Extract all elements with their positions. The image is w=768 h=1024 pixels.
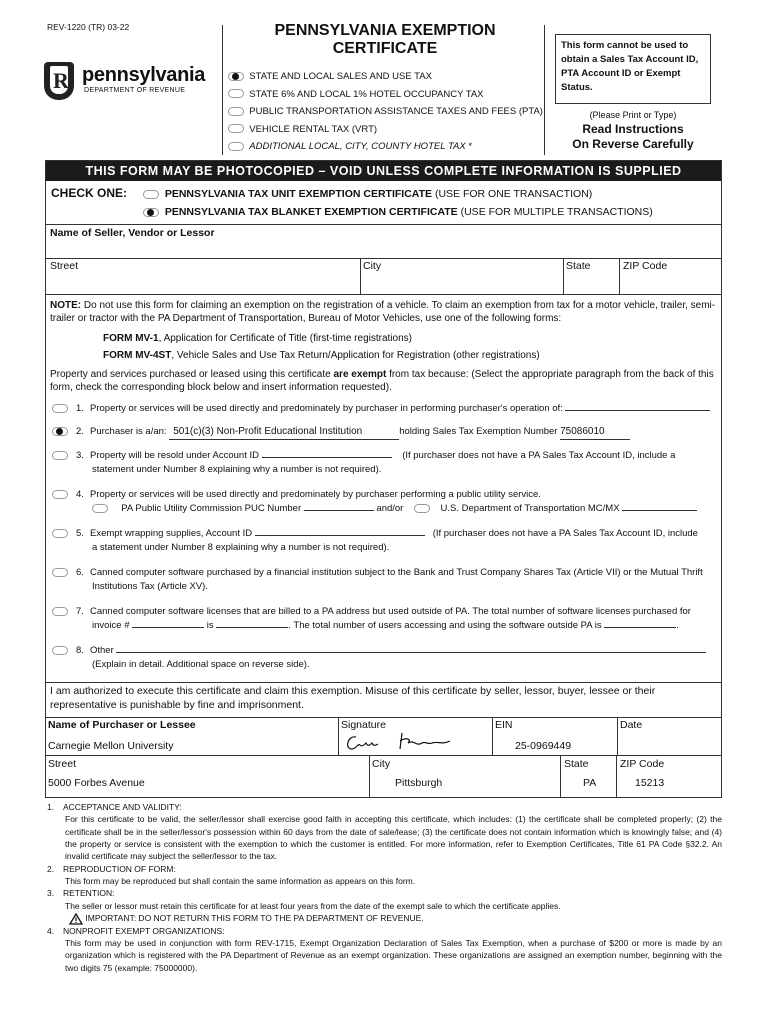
radio-unchecked[interactable] (228, 124, 244, 133)
seller-street-label: Street (50, 260, 79, 272)
purchaser-state-value[interactable]: PA (583, 777, 597, 789)
tax-option-vrt[interactable]: VEHICLE RENTAL TAX (VRT) (228, 121, 543, 139)
note-form-mv4st: FORM MV-4ST, Vehicle Sales and Use Tax Return/Application for Registration (other registrations) (103, 350, 540, 361)
radio-unchecked[interactable] (228, 107, 244, 116)
mcmx-field[interactable] (622, 510, 697, 511)
radio-checked[interactable] (52, 427, 68, 436)
radio-unchecked[interactable] (228, 89, 244, 98)
radio-unchecked[interactable] (414, 504, 430, 513)
tax-option-hotel[interactable]: STATE 6% AND LOCAL 1% HOTEL OCCUPANCY TAX (228, 86, 543, 104)
signature-image (342, 729, 462, 755)
exemption-item-6[interactable]: 6. Canned computer software purchased by a financial institution subject to the Bank and Trust Company Shares Tax (Article VII) or the Mutual Thrift Institutions Tax (Article XV). (52, 566, 716, 595)
radio-unchecked[interactable] (143, 190, 159, 199)
seller-name-label: Name of Seller, Vendor or Lessor (50, 227, 215, 239)
purchaser-type-field[interactable]: 501(c)(3) Non-Profit Educational Institution (169, 424, 399, 440)
tax-option-local-hotel[interactable]: ADDITIONAL LOCAL, CITY, COUNTY HOTEL TAX * (228, 138, 543, 156)
exemption-item-1[interactable]: 1. Property or services will be used directly and predominately by purchaser in performing purchaser's operation of: (52, 402, 716, 416)
radio-unchecked[interactable] (228, 142, 244, 151)
authorization-statement: I am authorized to execute this certificate and claim this exemption. Misuse of this certificate by seller, lessor, buyer, lessee or their representative is punishable by fine and imprisonment. (50, 685, 656, 711)
tax-option-pta[interactable]: PUBLIC TRANSPORTATION ASSISTANCE TAXES AND FEES (PTA) (228, 103, 543, 121)
exemption-item-7[interactable]: 7. Canned computer software licenses that are billed to a PA address but used outside of PA. The total number of software licenses purchased for invoice # is . The total number of users accessing and using the software outside PA is . (52, 605, 716, 634)
instruction-2: 2. REPRODUCTION OF FORM: This form may be reproduced but shall contain the same information as appears on this form. (47, 863, 416, 886)
check-one-label: CHECK ONE: (51, 186, 128, 200)
purchaser-zip-value[interactable]: 15213 (635, 777, 665, 789)
radio-unchecked[interactable] (52, 451, 68, 460)
logo-dept-name: DEPARTMENT OF REVENUE (84, 87, 186, 94)
print-note: (Please Print or Type) (589, 110, 677, 120)
page-title: PENNSYLVANIA EXEMPTION CERTIFICATE (274, 22, 496, 57)
exemption-item-3[interactable]: 3. Property will be resold under Account ID (If purchaser does not have a PA Sales Tax Account ID, include a statement under Number 8 explaining why a number is not required). (52, 449, 716, 478)
radio-unchecked[interactable] (52, 490, 68, 499)
date-label: Date (620, 719, 643, 731)
seller-state-label: State (566, 260, 591, 272)
note-form-mv1: FORM MV-1, Application for Certificate of Title (first-time registrations) (103, 333, 412, 344)
tax-type-list (228, 68, 543, 156)
radio-unchecked[interactable] (52, 568, 68, 577)
radio-checked[interactable] (143, 208, 159, 217)
notice-box: This form cannot be used to obtain a Sales Tax Account ID, PTA Account ID or Exempt Status. (555, 34, 711, 104)
users-field[interactable] (604, 627, 676, 628)
tax-option-sales[interactable]: STATE AND LOCAL SALES AND USE TAX (228, 68, 543, 86)
purchaser-state-label: State (564, 758, 589, 770)
radio-unchecked[interactable] (52, 404, 68, 413)
form-id: REV-1220 (TR) 03-22 (47, 22, 130, 32)
exemption-number-field[interactable]: 75086010 (560, 424, 630, 440)
ein-label: EIN (495, 719, 513, 731)
purchaser-name-label: Name of Purchaser or Lessee (48, 719, 196, 731)
seller-zip-label: ZIP Code (623, 260, 668, 272)
instruction-4: 4. NONPROFIT EXEMPT ORGANIZATIONS: This form may be used in conjunction with form REV-1715, Exempt Organization Declaration of Sales Tax Exemption, when a purchase of $200 or more is made by an organization which is registered with the PA Department of Revenue as an exempt organization. These organizations are assigned an exemption number, beginning with the two digits 75 (example: 75000000). (47, 925, 722, 973)
read-instructions: Read Instructions On Reverse Carefully (572, 122, 694, 151)
pa-keystone-logo: R (44, 62, 74, 100)
purchaser-name-value[interactable]: Carnegie Mellon University (48, 740, 174, 752)
invoice-field[interactable] (132, 627, 204, 628)
exemption-item-4[interactable]: 4. Property or services will be used directly and predominately by purchaser performing a public utility service. PA Public Utility Commission PUC Number and/or U.S. Department of Transportation MC/MX (52, 488, 716, 517)
purchaser-zip-label: ZIP Code (620, 758, 665, 770)
radio-unchecked[interactable] (52, 529, 68, 538)
purchaser-street-value[interactable]: 5000 Forbes Avenue (48, 777, 145, 789)
instructions-list (47, 801, 722, 974)
banner: THIS FORM MAY BE PHOTOCOPIED – VOID UNLESS COMPLETE INFORMATION IS SUPPLIED (46, 161, 721, 181)
exemption-item-2[interactable]: 2. Purchaser is a/an: 501(c)(3) Non-Profit Educational Institution holding Sales Tax Exemption Number 75086010 (52, 424, 716, 440)
operation-field[interactable] (565, 410, 710, 411)
seller-city-label: City (363, 260, 382, 272)
exemption-item-5[interactable]: 5. Exempt wrapping supplies, Account ID (If purchaser does not have a PA Sales Tax Account ID, include a statement under Number 8 explaining why a number is not required). (52, 527, 716, 556)
logo-state-name: pennsylvania (82, 64, 206, 86)
other-field[interactable] (116, 652, 706, 653)
purchaser-city-value[interactable]: Pittsburgh (395, 777, 443, 789)
purchaser-street-label: Street (48, 758, 77, 770)
signature-label: Signature (341, 719, 386, 731)
radio-unchecked[interactable] (52, 646, 68, 655)
radio-unchecked[interactable] (52, 607, 68, 616)
instruction-1: 1. ACCEPTANCE AND VALIDITY: For this certificate to be valid, the seller/lessor shall exercise good faith in accepting this certificate, which includes: (1) the certificate shall be completed properly; (2) the certificate shall be in the seller/lessor's possession within 60 days from the date of sale/lease; (3) the certificate does not contain information which is knowingly false; and (4) the property or service is consistent with the exemption to which the customer is entitled. For more information, refer to Exemption Certificates, Title 61 PA Code §32.2. An invalid certificate may subject the seller/lessor to the tax. (47, 802, 722, 862)
exemption-item-8[interactable]: 8. Other (Explain in detail. Additional space on reverse side). (52, 644, 716, 673)
puc-number-field[interactable] (304, 510, 374, 511)
resale-account-field[interactable] (262, 457, 392, 458)
note-paragraph: NOTE: Do not use this form for claiming an exemption on the registration of a vehicle. To claim an exemption from tax for a motor vehicle, trailer, semi-trailer or tractor with the PA Department of Transportation, Bureau of Motor Vehicles, use one of the following forms: (50, 300, 716, 324)
radio-checked[interactable] (228, 72, 244, 81)
ein-value[interactable]: 25-0969449 (515, 740, 572, 752)
purchaser-city-label: City (372, 758, 391, 770)
property-intro: Property and services purchased or leased using this certificate are exempt from tax because: (Select the appropriate paragraph from the back of this form, check the corresponding block below and insert information requested). (50, 369, 714, 393)
instruction-3: 3. RETENTION: The seller or lessor must retain this certificate for at least four years from the date of the exempt sale to which the certificate applies. IMPORTANT: DO NOT RETURN THIS FORM TO THE PA DEPARTMENT OF REVENUE. (47, 888, 561, 923)
licenses-field[interactable] (216, 627, 288, 628)
cert-option-blanket[interactable]: PENNSYLVANIA TAX BLANKET EXEMPTION CERTIFICATE (USE FOR MULTIPLE TRANSACTIONS) (143, 206, 653, 218)
radio-unchecked[interactable] (92, 504, 108, 513)
cert-option-unit[interactable]: PENNSYLVANIA TAX UNIT EXEMPTION CERTIFICATE (USE FOR ONE TRANSACTION) (143, 188, 592, 200)
wrapping-account-field[interactable] (255, 535, 425, 536)
warning-text: IMPORTANT: DO NOT RETURN THIS FORM TO THE PA DEPARTMENT OF REVENUE. (85, 912, 424, 923)
warning-icon (69, 913, 83, 925)
